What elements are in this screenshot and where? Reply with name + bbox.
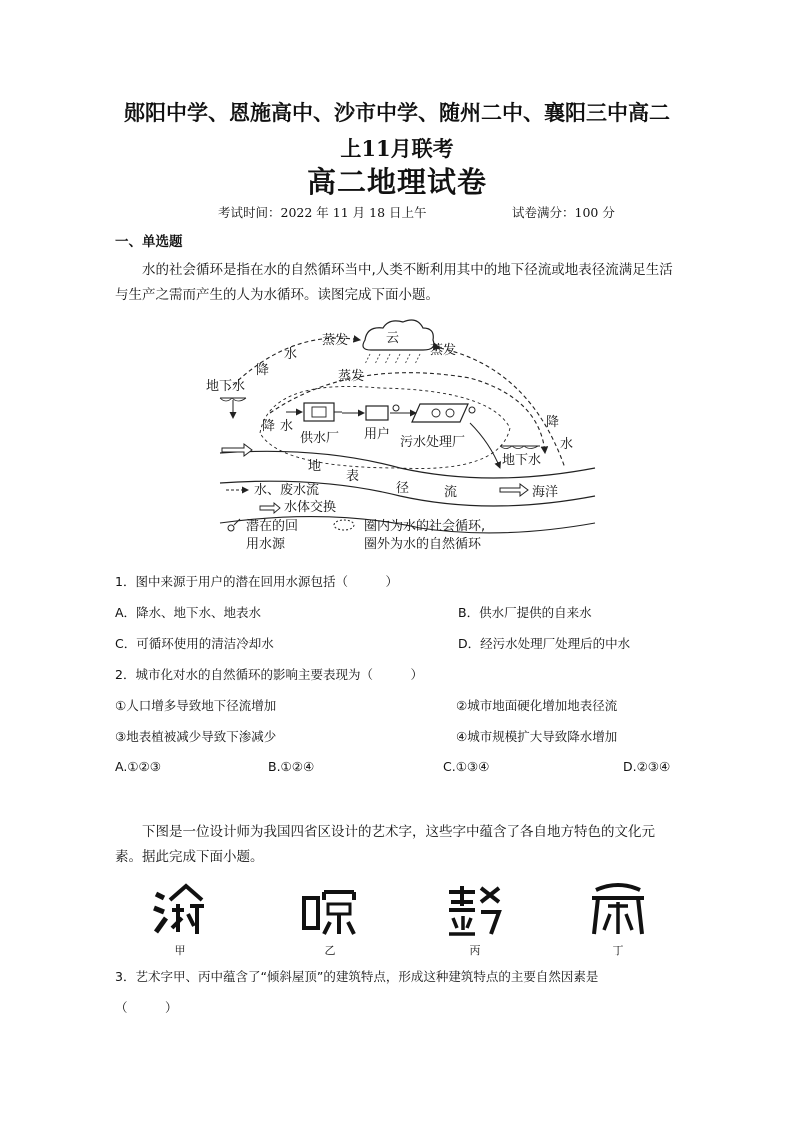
title-line-2: 上11月联考 <box>340 136 454 161</box>
label-groundwater-right: 地下水 <box>502 453 542 468</box>
legend-reuse-1: 潜在的回 <box>246 519 299 534</box>
subject-title: 高二地理试卷 <box>306 165 487 199</box>
question-1-stem: 1．图中来源于用户的潜在回用水源包括（ ） <box>115 574 398 589</box>
question-3-stem: 3．艺术字甲、丙中蕴含了“倾斜屋顶”的建筑特点，形成这种建筑特点的主要自然因素是 <box>115 969 599 984</box>
label-rain-right-1: 降 <box>546 415 560 430</box>
q1-option-a: A．降水、地下水、地表水 <box>115 605 262 620</box>
label-cloud: 云 <box>386 331 400 346</box>
label-rain-inner-1: 降 <box>262 419 276 434</box>
label-rain-left-1: 降 <box>256 363 270 378</box>
water-cycle-diagram <box>200 318 600 558</box>
title-line-1: 郧阳中学、恩施高中、沙市中学、随州二中、襄阳三中高二 <box>124 100 670 125</box>
question-2-stem: 2．城市化对水的自然循环的影响主要表现为（ ） <box>115 667 423 682</box>
label-runoff-1: 地 <box>308 459 322 474</box>
full-score: 试卷满分：100 分 <box>512 205 615 220</box>
label-rain-left-2: 水 <box>284 347 298 362</box>
user-icon <box>366 406 388 420</box>
label-groundwater-left: 地下水 <box>206 379 246 394</box>
q2-item-4: ④城市规模扩大导致降水增加 <box>456 729 618 744</box>
exam-title <box>100 95 694 167</box>
label-runoff-2: 表 <box>346 469 360 484</box>
art-label-ding: 丁 <box>612 944 624 957</box>
art-character-ding-icon <box>588 880 648 940</box>
label-runoff-4: 流 <box>444 485 458 500</box>
legend-exchange: 水体交换 <box>284 500 337 515</box>
legend-reuse-2: 用水源 <box>246 537 286 552</box>
art-label-jia: 甲 <box>174 944 186 957</box>
q2-item-3: ③地表植被减少导致下渗减少 <box>115 729 277 744</box>
q1-option-b: B．供水厂提供的自来水 <box>458 605 592 620</box>
art-character-yi-icon <box>300 880 360 940</box>
art-label-bing: 丙 <box>469 944 481 957</box>
label-rain-right-2: 水 <box>560 437 574 452</box>
label-sewage-plant: 污水处理厂 <box>400 435 466 450</box>
sewage-plant-icon <box>412 404 468 422</box>
question-3-blank: （ ） <box>115 1000 178 1015</box>
label-evap-1: 蒸发 <box>322 333 349 348</box>
q1-option-d: D．经污水处理厂处理后的中水 <box>458 636 631 651</box>
q2-option-c: C.①③④ <box>443 759 490 774</box>
label-rain-inner-2: 水 <box>280 419 294 434</box>
passage-2: 下图是一位设计师为我国四省区设计的艺术字，这些字中蕴含了各自地方特色的文化元素。据此完成下面小题。 <box>115 824 655 865</box>
q2-item-2: ②城市地面硬化增加地表径流 <box>456 698 618 713</box>
water-plant-icon <box>304 403 342 421</box>
legend-wastewater: 水、废水流 <box>254 483 320 498</box>
q2-option-b: B.①②④ <box>268 759 315 774</box>
legend-circle-2: 圈外为水的自然循环 <box>364 537 482 552</box>
label-evap-2: 蒸发 <box>430 343 457 358</box>
q1-option-c: C．可循环使用的清洁冷却水 <box>115 636 274 651</box>
q2-option-a: A.①②③ <box>115 759 161 774</box>
label-ocean: 海洋 <box>532 485 559 500</box>
legend-circle-1: 圈内为水的社会循环, <box>364 519 486 534</box>
q2-item-1: ①人口增多导致地下径流增加 <box>115 698 277 713</box>
passage-1: 水的社会循环是指在水的自然循环当中,人类不断利用其中的地下径流或地表径流满足生活与生产之需而产生的人为水循环。读图完成下面小题。 <box>115 262 673 303</box>
exam-time: 考试时间：2022 年 11 月 18 日上午 <box>218 205 427 220</box>
art-character-jia-icon <box>150 880 210 940</box>
label-runoff-3: 径 <box>396 481 410 496</box>
label-water-plant: 供水厂 <box>300 431 340 446</box>
art-label-yi: 乙 <box>324 944 336 957</box>
section-title: 一、单选题 <box>115 234 183 250</box>
label-evap-3: 蒸发 <box>338 369 365 384</box>
q2-option-d: D.②③④ <box>623 759 671 774</box>
exam-info <box>218 203 615 221</box>
art-character-bing-icon <box>445 880 505 940</box>
label-user: 用户 <box>364 427 391 442</box>
